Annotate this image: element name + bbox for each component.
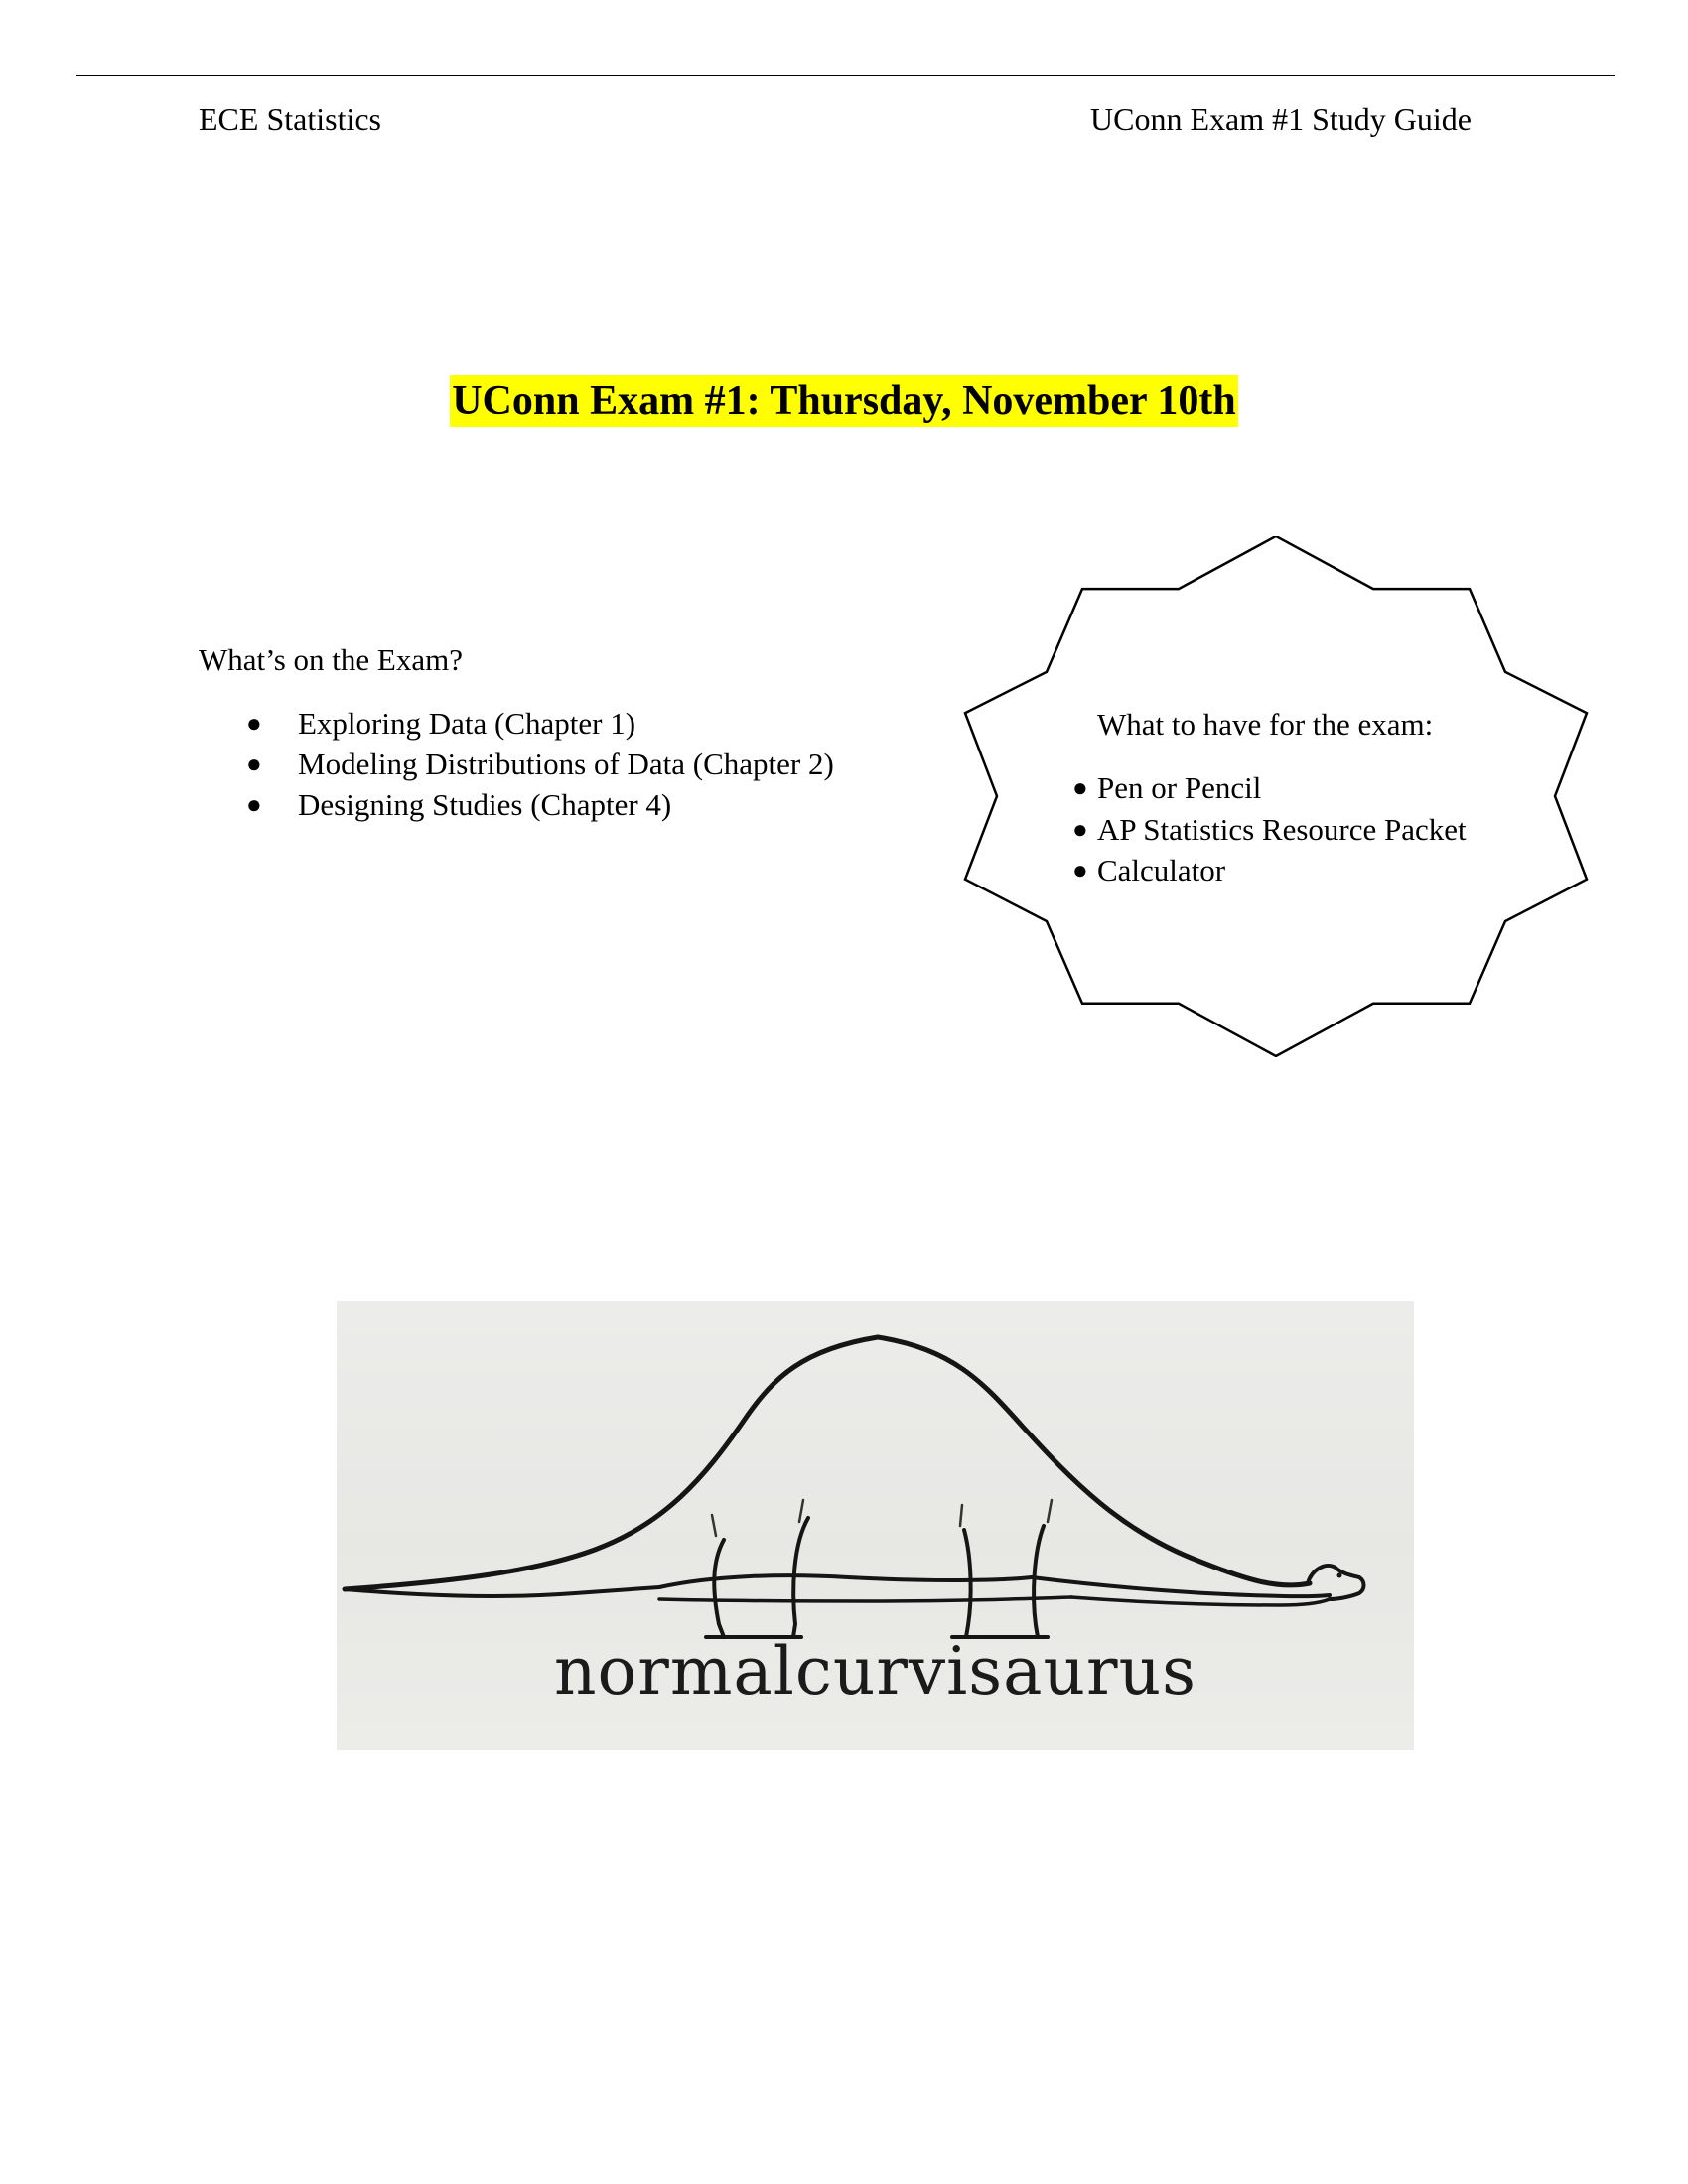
dinosaur-neck-lower — [1071, 1597, 1330, 1605]
dinosaur-tail — [345, 1587, 659, 1596]
supply-label: Calculator — [1097, 853, 1226, 887]
list-item — [1072, 850, 1467, 891]
dinosaur-back-curve — [345, 1337, 1310, 1589]
dinosaur-back-leg-right — [1034, 1526, 1044, 1637]
header-rule — [76, 75, 1615, 76]
list-item — [199, 784, 834, 825]
bullet-icon: ● — [246, 750, 262, 778]
bullet-icon: ● — [246, 790, 262, 819]
exam-contents-heading: What’s on the Exam? — [199, 642, 463, 677]
bullet-icon: ● — [1072, 773, 1088, 802]
topic-label: Modeling Distributions of Data (Chapter 2) — [298, 747, 834, 781]
list-item — [199, 703, 834, 744]
list-item — [1072, 767, 1467, 809]
dinosaur-leg-sketch-marks — [712, 1500, 1052, 1536]
exam-supplies-heading: What to have for the exam: — [1097, 707, 1434, 742]
exam-date-title: UConn Exam #1: Thursday, November 10th — [450, 375, 1238, 427]
list-item — [1072, 809, 1467, 851]
dinosaur-belly-lower — [659, 1597, 1071, 1601]
title-wrapper — [0, 375, 1688, 427]
topic-label: Exploring Data (Chapter 1) — [298, 706, 636, 741]
exam-supplies-list — [1072, 767, 1467, 891]
dinosaur-eye — [1337, 1573, 1342, 1578]
bullet-icon: ● — [1072, 814, 1088, 844]
normal-curve-dinosaur-image — [337, 1301, 1414, 1750]
supply-label: AP Statistics Resource Packet — [1097, 811, 1467, 847]
bullet-icon: ● — [246, 709, 262, 738]
dinosaur-front-leg-left — [714, 1540, 724, 1637]
dinosaur-caption: normalcurvisaurus — [554, 1633, 1196, 1709]
exam-topics-list — [199, 703, 834, 825]
supply-label: Pen or Pencil — [1097, 770, 1262, 805]
dinosaur-back-leg-left — [964, 1530, 971, 1637]
header-document-title: UConn Exam #1 Study Guide — [1090, 101, 1472, 137]
header-course-name: ECE Statistics — [199, 101, 381, 137]
topic-label: Designing Studies (Chapter 4) — [298, 787, 672, 822]
list-item — [199, 744, 834, 784]
bullet-icon: ● — [1072, 856, 1088, 885]
